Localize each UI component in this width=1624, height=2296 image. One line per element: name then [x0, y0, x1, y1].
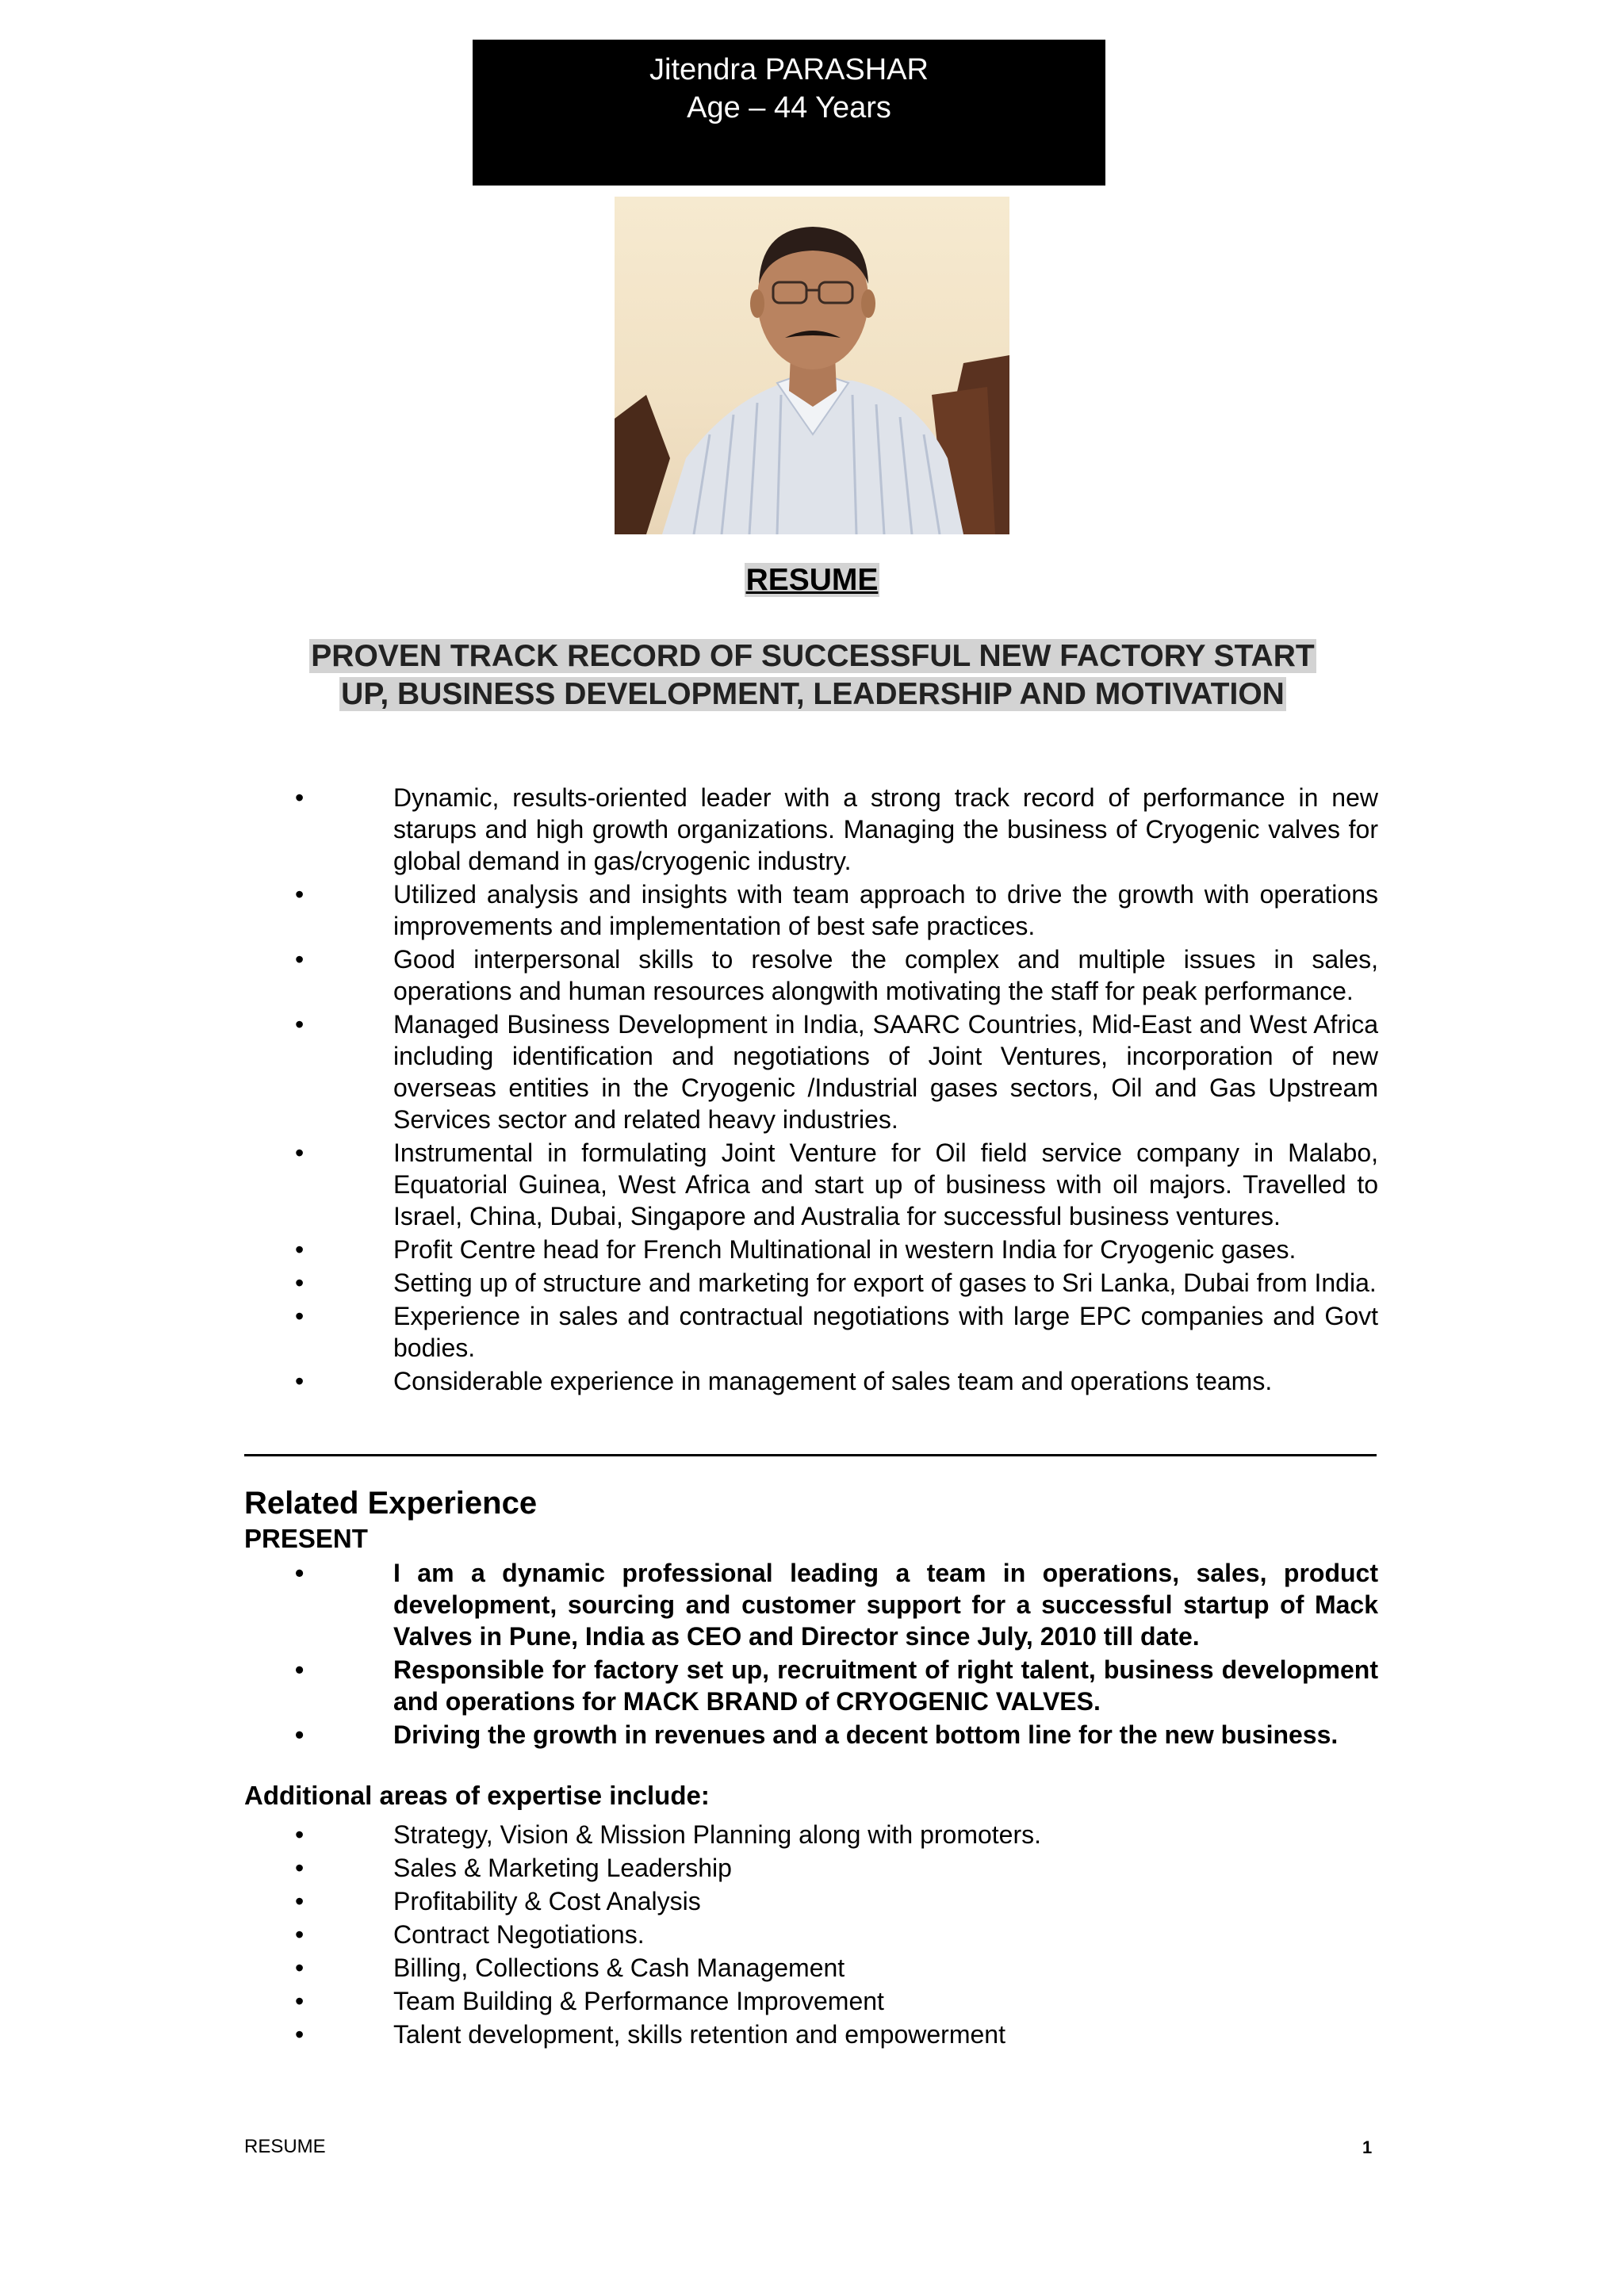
resume-title-text: RESUME: [745, 563, 879, 597]
list-item: • Contract Negotiations.: [295, 1919, 1378, 1950]
list-item: • Talent development, skills retention and empowerment: [295, 2019, 1378, 2050]
list-item: • Experience in sales and contractual negotiations with large EPC companies and Govt bodies.: [295, 1300, 1378, 1364]
list-item: • Responsible for factory set up, recruitment of right talent, business development and operations for MACK BRAND of CRYOGENIC VALVES.: [295, 1654, 1378, 1717]
list-item: • Instrumental in formulating Joint Venture for Oil field service company in Malabo, Equatorial Guinea, West Africa and start up of business with oil majors. Travelled to Israel, China, Dubai, Singapore and Australia for successful business ventures.: [295, 1137, 1378, 1232]
footer-label: RESUME: [244, 2136, 326, 2157]
list-item: • Profit Centre head for French Multinational in western India for Cryogenic gases.: [295, 1234, 1378, 1265]
present-list: [295, 1557, 1378, 1752]
list-item: • Utilized analysis and insights with team approach to drive the growth with operations improvements and implementation of best safe practices.: [295, 878, 1378, 942]
headline-line-1: PROVEN TRACK RECORD OF SUCCESSFUL NEW FACTORY START: [311, 639, 1315, 673]
additional-expertise-title: Additional areas of expertise include:: [244, 1781, 710, 1810]
section-divider: [244, 1454, 1377, 1456]
additional-expertise-list: [295, 1819, 1378, 2052]
list-item: • Good interpersonal skills to resolve the complex and multiple issues in sales, operations and human resources alongwith motivating the staff for peak performance.: [295, 943, 1378, 1007]
headline-line-2: UP, BUSINESS DEVELOPMENT, LEADERSHIP AND MOTIVATION: [341, 677, 1285, 711]
list-item: • Profitability & Cost Analysis: [295, 1885, 1378, 1917]
summary-list: [295, 782, 1378, 1399]
headline: [238, 637, 1388, 714]
list-item: • Billing, Collections & Cash Management: [295, 1952, 1378, 1984]
list-item: • Considerable experience in management of sales team and operations teams.: [295, 1365, 1378, 1397]
list-item: • Team Building & Performance Improvement: [295, 1985, 1378, 2017]
present-label: PRESENT: [244, 1524, 368, 1553]
candidate-name: Jitendra PARASHAR: [649, 53, 929, 86]
list-item: • Dynamic, results-oriented leader with a strong track record of performance in new starups and high growth organizations. Managing the business of Cryogenic valves for global demand in gas/cryogenic industry.: [295, 782, 1378, 877]
portrait-photo: [615, 197, 1009, 534]
resume-title: [0, 563, 1624, 598]
list-item: • I am a dynamic professional leading a team in operations, sales, product development, sourcing and customer support for a successful startup of Mack Valves in Pune, India as CEO and Director since July, 2010 till date.: [295, 1557, 1378, 1652]
list-item: • Managed Business Development in India, SAARC Countries, Mid-East and West Africa including identification and negotiations of Joint Ventures, incorporation of new overseas entities in the Cryogenic /Industrial gases sectors, Oil and Gas Upstream Services sector and related heavy industries.: [295, 1008, 1378, 1135]
page-number: 1: [1362, 2137, 1373, 2157]
portrait-illustration: [615, 197, 1009, 534]
list-item: • Strategy, Vision & Mission Planning along with promoters.: [295, 1819, 1378, 1850]
related-experience-title: Related Experience: [244, 1486, 538, 1521]
list-item: • Setting up of structure and marketing for export of gases to Sri Lanka, Dubai from India.: [295, 1267, 1378, 1299]
list-item: • Sales & Marketing Leadership: [295, 1852, 1378, 1884]
list-item: • Driving the growth in revenues and a decent bottom line for the new business.: [295, 1719, 1378, 1751]
candidate-age: Age – 44 Years: [687, 91, 891, 124]
name-header-box: [473, 40, 1105, 186]
